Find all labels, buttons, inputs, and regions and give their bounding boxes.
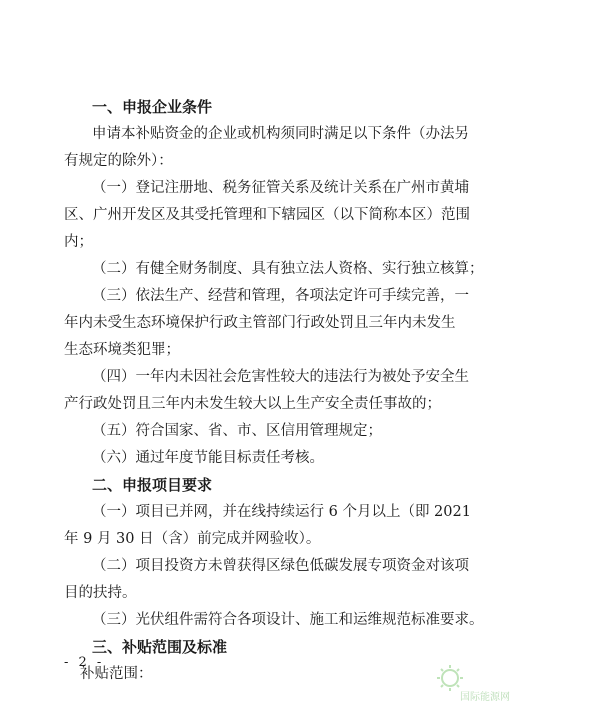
line-2: 申请本补贴资金的企业或机构须同时满足以下条件（办法另 xyxy=(92,126,469,142)
line-9: 年内未受生态环境保护行政主管部门行政处罚且三年内未发生 xyxy=(64,315,456,331)
line-4: （一）登记注册地、税务征管关系及统计关系在广州市黄埔 xyxy=(92,180,469,196)
line-19: 目的扶持。 xyxy=(64,585,137,601)
line-5: 区、广州开发区及其受托管理和下辖园区（以下简称本区）范围 xyxy=(64,207,470,223)
line-10: 生态环境类犯罪； xyxy=(64,342,180,358)
line-15: 二、申报项目要求 xyxy=(92,476,213,494)
line-13: （五）符合国家、省、市、区信用管理规定； xyxy=(92,423,382,439)
line-1: 一、申报企业条件 xyxy=(92,98,213,116)
page-number: - 2 - xyxy=(64,655,105,670)
sun-logo-icon xyxy=(420,664,510,704)
line-18: （二）项目投资方未曾获得区绿色低碳发展专项资金对该项 xyxy=(92,558,469,574)
line-7: （二）有健全财务制度、具有独立法人资格、实行独立核算； xyxy=(92,261,484,277)
line-3: 有规定的除外）： xyxy=(64,153,173,169)
line-16: （一）项目已并网，并在线持续运行 6 个月以上（即 2021 xyxy=(92,504,471,520)
line-8: （三）依法生产、经营和管理，各项法定许可手续完善，一 xyxy=(92,288,469,304)
line-22: 补贴范围： xyxy=(80,666,153,682)
line-20: （三）光伏组件需符合各项设计、施工和运维规范标准要求。 xyxy=(92,612,484,628)
watermark xyxy=(420,664,510,704)
line-14: （六）通过年度节能目标责任考核。 xyxy=(92,450,324,466)
line-6: 内； xyxy=(64,234,93,250)
watermark-text: 国际能源网 xyxy=(460,692,510,703)
line-17: 年 9 月 30 日（含）前完成并网验收）。 xyxy=(64,531,321,547)
line-12: 产行政处罚且三年内未发生较大以上生产安全责任事故的； xyxy=(64,396,441,412)
line-21: 三、补贴范围及标准 xyxy=(92,638,228,656)
line-11: （四）一年内未因社会危害性较大的违法行为被处予安全生 xyxy=(92,369,469,385)
